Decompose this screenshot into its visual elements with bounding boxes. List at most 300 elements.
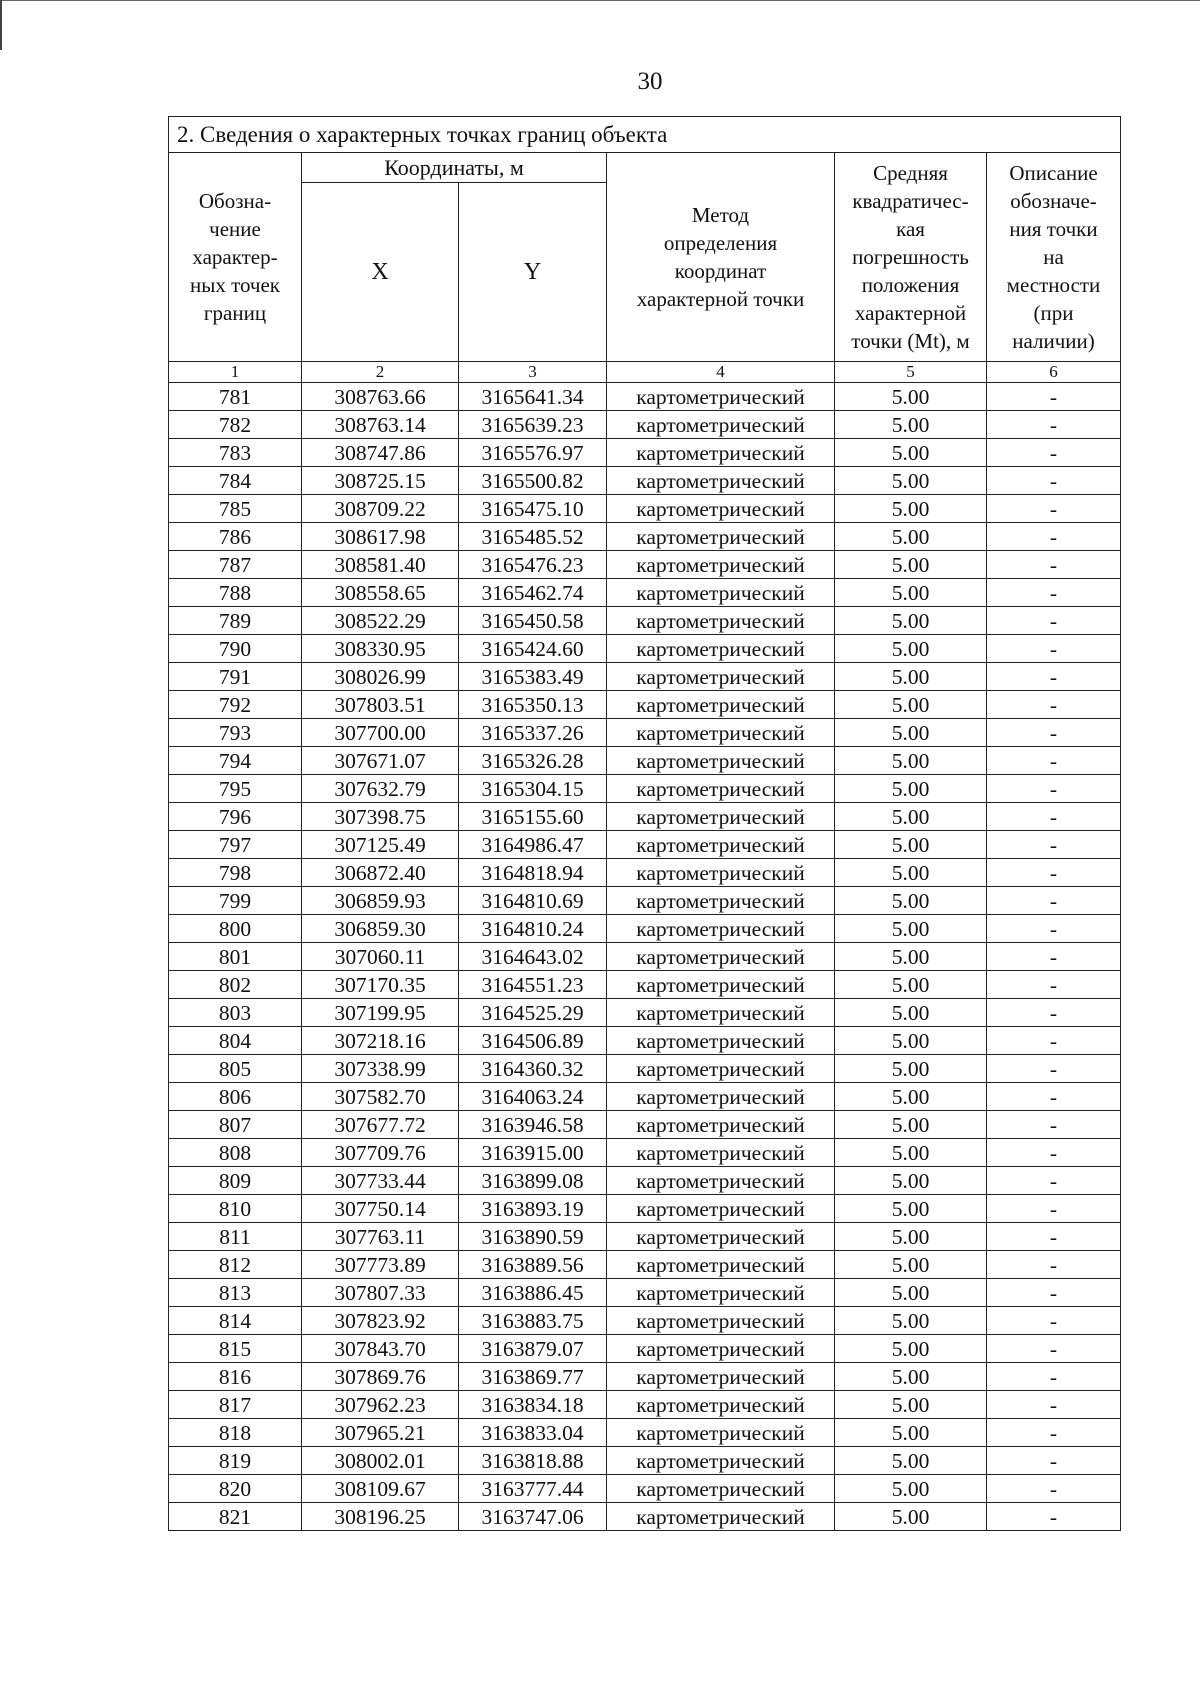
- description-cell: -: [987, 411, 1121, 439]
- x-coordinate-cell: 307803.51: [302, 691, 459, 719]
- table-row: [169, 971, 1121, 999]
- point-number-cell: 786: [169, 523, 302, 551]
- y-coordinate-cell: 3165450.58: [459, 607, 607, 635]
- description-cell: -: [987, 523, 1121, 551]
- x-coordinate-cell: 307338.99: [302, 1055, 459, 1083]
- column-number: 2: [302, 362, 459, 383]
- y-coordinate-cell: 3165641.34: [459, 383, 607, 411]
- description-cell: -: [987, 1391, 1121, 1419]
- table-row: [169, 999, 1121, 1027]
- x-coordinate-cell: 308725.15: [302, 467, 459, 495]
- accuracy-cell: 5.00: [835, 999, 987, 1027]
- point-number-cell: 808: [169, 1139, 302, 1167]
- table-row: [169, 831, 1121, 859]
- point-number-cell: 816: [169, 1363, 302, 1391]
- table-row: [169, 1223, 1121, 1251]
- description-cell: -: [987, 999, 1121, 1027]
- boundary-points-table: [168, 116, 1121, 1531]
- method-cell: картометрический: [607, 1335, 835, 1363]
- x-coordinate-cell: 308026.99: [302, 663, 459, 691]
- y-coordinate-cell: 3163890.59: [459, 1223, 607, 1251]
- accuracy-cell: 5.00: [835, 1251, 987, 1279]
- table-row: [169, 887, 1121, 915]
- accuracy-cell: 5.00: [835, 663, 987, 691]
- table-row: [169, 579, 1121, 607]
- x-coordinate-cell: 307060.11: [302, 943, 459, 971]
- accuracy-cell: 5.00: [835, 1223, 987, 1251]
- table-row: [169, 1447, 1121, 1475]
- table-row: [169, 383, 1121, 411]
- description-cell: -: [987, 859, 1121, 887]
- table-row: [169, 1195, 1121, 1223]
- accuracy-cell: 5.00: [835, 1111, 987, 1139]
- description-cell: -: [987, 1223, 1121, 1251]
- point-number-cell: 794: [169, 747, 302, 775]
- x-coordinate-cell: 308522.29: [302, 607, 459, 635]
- point-number-cell: 804: [169, 1027, 302, 1055]
- description-cell: -: [987, 971, 1121, 999]
- y-coordinate-cell: 3163883.75: [459, 1307, 607, 1335]
- y-coordinate-cell: 3163899.08: [459, 1167, 607, 1195]
- column-number-row: [169, 362, 1121, 383]
- method-cell: картометрический: [607, 523, 835, 551]
- point-number-cell: 789: [169, 607, 302, 635]
- method-cell: картометрический: [607, 915, 835, 943]
- x-coordinate-cell: 307125.49: [302, 831, 459, 859]
- table-row: [169, 1335, 1121, 1363]
- accuracy-cell: 5.00: [835, 551, 987, 579]
- y-coordinate-cell: 3165475.10: [459, 495, 607, 523]
- table-row: [169, 1167, 1121, 1195]
- description-cell: -: [987, 607, 1121, 635]
- x-coordinate-cell: 308330.95: [302, 635, 459, 663]
- description-cell: -: [987, 1363, 1121, 1391]
- point-number-cell: 795: [169, 775, 302, 803]
- point-number-cell: 820: [169, 1475, 302, 1503]
- y-coordinate-cell: 3165485.52: [459, 523, 607, 551]
- table-row: [169, 663, 1121, 691]
- point-number-cell: 787: [169, 551, 302, 579]
- accuracy-cell: 5.00: [835, 1307, 987, 1335]
- point-number-cell: 785: [169, 495, 302, 523]
- point-number-cell: 801: [169, 943, 302, 971]
- x-coordinate-cell: 307807.33: [302, 1279, 459, 1307]
- point-number-cell: 788: [169, 579, 302, 607]
- accuracy-cell: 5.00: [835, 1167, 987, 1195]
- accuracy-cell: 5.00: [835, 635, 987, 663]
- method-cell: картометрический: [607, 1223, 835, 1251]
- table-row: [169, 1251, 1121, 1279]
- x-coordinate-cell: 307199.95: [302, 999, 459, 1027]
- description-cell: -: [987, 551, 1121, 579]
- description-cell: -: [987, 803, 1121, 831]
- table-row: [169, 1083, 1121, 1111]
- column-number: 4: [607, 362, 835, 383]
- x-coordinate-cell: 308709.22: [302, 495, 459, 523]
- description-cell: -: [987, 383, 1121, 411]
- table-row: [169, 1419, 1121, 1447]
- method-cell: картометрический: [607, 859, 835, 887]
- accuracy-cell: 5.00: [835, 691, 987, 719]
- table-row: [169, 635, 1121, 663]
- method-cell: картометрический: [607, 971, 835, 999]
- x-coordinate-cell: 307843.70: [302, 1335, 459, 1363]
- accuracy-cell: 5.00: [835, 1391, 987, 1419]
- y-coordinate-cell: 3165304.15: [459, 775, 607, 803]
- point-number-cell: 799: [169, 887, 302, 915]
- y-coordinate-cell: 3165337.26: [459, 719, 607, 747]
- method-cell: картометрический: [607, 1475, 835, 1503]
- accuracy-cell: 5.00: [835, 383, 987, 411]
- table-row: [169, 719, 1121, 747]
- table-row: [169, 1139, 1121, 1167]
- point-number-cell: 809: [169, 1167, 302, 1195]
- description-cell: -: [987, 719, 1121, 747]
- method-cell: картометрический: [607, 383, 835, 411]
- point-number-cell: 797: [169, 831, 302, 859]
- method-cell: картометрический: [607, 775, 835, 803]
- x-coordinate-cell: 307869.76: [302, 1363, 459, 1391]
- description-cell: -: [987, 831, 1121, 859]
- x-coordinate-cell: 306859.93: [302, 887, 459, 915]
- x-coordinate-cell: 307962.23: [302, 1391, 459, 1419]
- description-cell: -: [987, 1419, 1121, 1447]
- x-coordinate-cell: 307733.44: [302, 1167, 459, 1195]
- y-coordinate-cell: 3165155.60: [459, 803, 607, 831]
- point-number-cell: 784: [169, 467, 302, 495]
- y-coordinate-cell: 3163889.56: [459, 1251, 607, 1279]
- method-cell: картометрический: [607, 747, 835, 775]
- y-coordinate-cell: 3164506.89: [459, 1027, 607, 1055]
- method-cell: картометрический: [607, 1307, 835, 1335]
- y-coordinate-cell: 3163946.58: [459, 1111, 607, 1139]
- header-method: Метод определения координат характерной точки: [607, 153, 835, 362]
- accuracy-cell: 5.00: [835, 971, 987, 999]
- method-cell: картометрический: [607, 803, 835, 831]
- description-cell: -: [987, 747, 1121, 775]
- accuracy-cell: 5.00: [835, 719, 987, 747]
- column-number: 5: [835, 362, 987, 383]
- table-row: [169, 1111, 1121, 1139]
- y-coordinate-cell: 3163886.45: [459, 1279, 607, 1307]
- y-coordinate-cell: 3165576.97: [459, 439, 607, 467]
- accuracy-cell: 5.00: [835, 803, 987, 831]
- y-coordinate-cell: 3163893.19: [459, 1195, 607, 1223]
- method-cell: картометрический: [607, 439, 835, 467]
- y-coordinate-cell: 3164525.29: [459, 999, 607, 1027]
- table-row: [169, 439, 1121, 467]
- method-cell: картометрический: [607, 1195, 835, 1223]
- point-number-cell: 800: [169, 915, 302, 943]
- x-coordinate-cell: 307632.79: [302, 775, 459, 803]
- table-caption-row: [169, 117, 1121, 153]
- table-row: [169, 551, 1121, 579]
- description-cell: -: [987, 495, 1121, 523]
- point-number-cell: 802: [169, 971, 302, 999]
- y-coordinate-cell: 3164551.23: [459, 971, 607, 999]
- description-cell: -: [987, 1447, 1121, 1475]
- accuracy-cell: 5.00: [835, 1447, 987, 1475]
- point-number-cell: 796: [169, 803, 302, 831]
- y-coordinate-cell: 3163777.44: [459, 1475, 607, 1503]
- y-coordinate-cell: 3165383.49: [459, 663, 607, 691]
- point-number-cell: 813: [169, 1279, 302, 1307]
- accuracy-cell: 5.00: [835, 607, 987, 635]
- table-row: [169, 495, 1121, 523]
- method-cell: картометрический: [607, 1447, 835, 1475]
- method-cell: картометрический: [607, 1363, 835, 1391]
- accuracy-cell: 5.00: [835, 1503, 987, 1531]
- x-coordinate-cell: 308763.14: [302, 411, 459, 439]
- accuracy-cell: 5.00: [835, 1335, 987, 1363]
- x-coordinate-cell: 307773.89: [302, 1251, 459, 1279]
- description-cell: -: [987, 1475, 1121, 1503]
- method-cell: картометрический: [607, 719, 835, 747]
- point-number-cell: 792: [169, 691, 302, 719]
- y-coordinate-cell: 3165424.60: [459, 635, 607, 663]
- accuracy-cell: 5.00: [835, 1279, 987, 1307]
- point-number-cell: 791: [169, 663, 302, 691]
- x-coordinate-cell: 307671.07: [302, 747, 459, 775]
- point-number-cell: 812: [169, 1251, 302, 1279]
- accuracy-cell: 5.00: [835, 1055, 987, 1083]
- accuracy-cell: 5.00: [835, 467, 987, 495]
- accuracy-cell: 5.00: [835, 775, 987, 803]
- table-row: [169, 467, 1121, 495]
- column-number: 3: [459, 362, 607, 383]
- description-cell: -: [987, 1027, 1121, 1055]
- method-cell: картометрический: [607, 663, 835, 691]
- method-cell: картометрический: [607, 831, 835, 859]
- header-description: Описание обозначе- ния точки на местности (при наличии): [987, 153, 1121, 362]
- accuracy-cell: 5.00: [835, 1363, 987, 1391]
- table-row: [169, 607, 1121, 635]
- table-row: [169, 1363, 1121, 1391]
- x-coordinate-cell: 306872.40: [302, 859, 459, 887]
- method-cell: картометрический: [607, 467, 835, 495]
- table-row: [169, 859, 1121, 887]
- method-cell: картометрический: [607, 1279, 835, 1307]
- description-cell: -: [987, 943, 1121, 971]
- header-row: [169, 153, 1121, 183]
- description-cell: -: [987, 1083, 1121, 1111]
- x-coordinate-cell: 306859.30: [302, 915, 459, 943]
- accuracy-cell: 5.00: [835, 523, 987, 551]
- table-row: [169, 1279, 1121, 1307]
- x-coordinate-cell: 307170.35: [302, 971, 459, 999]
- method-cell: картометрический: [607, 1111, 835, 1139]
- method-cell: картометрический: [607, 579, 835, 607]
- x-coordinate-cell: 307965.21: [302, 1419, 459, 1447]
- point-number-cell: 811: [169, 1223, 302, 1251]
- description-cell: -: [987, 1307, 1121, 1335]
- accuracy-cell: 5.00: [835, 1139, 987, 1167]
- y-coordinate-cell: 3165476.23: [459, 551, 607, 579]
- accuracy-cell: 5.00: [835, 915, 987, 943]
- x-coordinate-cell: 308617.98: [302, 523, 459, 551]
- description-cell: -: [987, 579, 1121, 607]
- point-number-cell: 805: [169, 1055, 302, 1083]
- method-cell: картометрический: [607, 1391, 835, 1419]
- description-cell: -: [987, 915, 1121, 943]
- table-row: [169, 691, 1121, 719]
- point-number-cell: 815: [169, 1335, 302, 1363]
- accuracy-cell: 5.00: [835, 1027, 987, 1055]
- scan-left-edge: [0, 0, 2, 50]
- table-row: [169, 1027, 1121, 1055]
- x-coordinate-cell: 307750.14: [302, 1195, 459, 1223]
- accuracy-cell: 5.00: [835, 1419, 987, 1447]
- x-coordinate-cell: 307700.00: [302, 719, 459, 747]
- table-row: [169, 1391, 1121, 1419]
- accuracy-cell: 5.00: [835, 579, 987, 607]
- point-number-cell: 782: [169, 411, 302, 439]
- method-cell: картометрический: [607, 691, 835, 719]
- method-cell: картометрический: [607, 1419, 835, 1447]
- y-coordinate-cell: 3163869.77: [459, 1363, 607, 1391]
- description-cell: -: [987, 887, 1121, 915]
- point-number-cell: 806: [169, 1083, 302, 1111]
- x-coordinate-cell: 307677.72: [302, 1111, 459, 1139]
- accuracy-cell: 5.00: [835, 831, 987, 859]
- accuracy-cell: 5.00: [835, 411, 987, 439]
- y-coordinate-cell: 3165462.74: [459, 579, 607, 607]
- y-coordinate-cell: 3164986.47: [459, 831, 607, 859]
- method-cell: картометрический: [607, 1503, 835, 1531]
- description-cell: -: [987, 1503, 1121, 1531]
- header-designation: Обозна- чение характер- ных точек границ: [169, 153, 302, 362]
- table-row: [169, 411, 1121, 439]
- point-number-cell: 803: [169, 999, 302, 1027]
- y-coordinate-cell: 3165500.82: [459, 467, 607, 495]
- table-row: [169, 1475, 1121, 1503]
- accuracy-cell: 5.00: [835, 859, 987, 887]
- description-cell: -: [987, 467, 1121, 495]
- accuracy-cell: 5.00: [835, 495, 987, 523]
- x-coordinate-cell: 307398.75: [302, 803, 459, 831]
- description-cell: -: [987, 1111, 1121, 1139]
- accuracy-cell: 5.00: [835, 887, 987, 915]
- accuracy-cell: 5.00: [835, 1475, 987, 1503]
- page-number: 30: [637, 68, 663, 95]
- column-number: 6: [987, 362, 1121, 383]
- description-cell: -: [987, 1195, 1121, 1223]
- x-coordinate-cell: 308558.65: [302, 579, 459, 607]
- description-cell: -: [987, 635, 1121, 663]
- accuracy-cell: 5.00: [835, 439, 987, 467]
- method-cell: картометрический: [607, 551, 835, 579]
- y-coordinate-cell: 3163915.00: [459, 1139, 607, 1167]
- method-cell: картометрический: [607, 635, 835, 663]
- point-number-cell: 793: [169, 719, 302, 747]
- y-coordinate-cell: 3163879.07: [459, 1335, 607, 1363]
- method-cell: картометрический: [607, 943, 835, 971]
- y-coordinate-cell: 3165639.23: [459, 411, 607, 439]
- accuracy-cell: 5.00: [835, 1083, 987, 1111]
- description-cell: -: [987, 775, 1121, 803]
- point-number-cell: 798: [169, 859, 302, 887]
- y-coordinate-cell: 3163747.06: [459, 1503, 607, 1531]
- point-number-cell: 783: [169, 439, 302, 467]
- y-coordinate-cell: 3164360.32: [459, 1055, 607, 1083]
- x-coordinate-cell: 308002.01: [302, 1447, 459, 1475]
- description-cell: -: [987, 1279, 1121, 1307]
- scan-top-edge: [0, 0, 1200, 1]
- method-cell: картометрический: [607, 1083, 835, 1111]
- y-coordinate-cell: 3164643.02: [459, 943, 607, 971]
- point-number-cell: 781: [169, 383, 302, 411]
- x-coordinate-cell: 308196.25: [302, 1503, 459, 1531]
- x-coordinate-cell: 307763.11: [302, 1223, 459, 1251]
- y-coordinate-cell: 3165350.13: [459, 691, 607, 719]
- method-cell: картометрический: [607, 1027, 835, 1055]
- description-cell: -: [987, 1055, 1121, 1083]
- y-coordinate-cell: 3163818.88: [459, 1447, 607, 1475]
- x-coordinate-cell: 307823.92: [302, 1307, 459, 1335]
- column-number: 1: [169, 362, 302, 383]
- table-row: [169, 775, 1121, 803]
- x-coordinate-cell: 307709.76: [302, 1139, 459, 1167]
- description-cell: -: [987, 663, 1121, 691]
- table-caption: 2. Сведения о характерных точках границ объекта: [169, 117, 1121, 153]
- header-y: Y: [459, 183, 607, 362]
- header-x: X: [302, 183, 459, 362]
- point-number-cell: 807: [169, 1111, 302, 1139]
- method-cell: картометрический: [607, 1139, 835, 1167]
- description-cell: -: [987, 691, 1121, 719]
- x-coordinate-cell: 308763.66: [302, 383, 459, 411]
- x-coordinate-cell: 307582.70: [302, 1083, 459, 1111]
- y-coordinate-cell: 3163834.18: [459, 1391, 607, 1419]
- description-cell: -: [987, 1139, 1121, 1167]
- description-cell: -: [987, 1251, 1121, 1279]
- description-cell: -: [987, 439, 1121, 467]
- description-cell: -: [987, 1335, 1121, 1363]
- method-cell: картометрический: [607, 999, 835, 1027]
- table-row: [169, 1307, 1121, 1335]
- accuracy-cell: 5.00: [835, 747, 987, 775]
- table-row: [169, 523, 1121, 551]
- y-coordinate-cell: 3164810.24: [459, 915, 607, 943]
- method-cell: картометрический: [607, 495, 835, 523]
- y-coordinate-cell: 3164818.94: [459, 859, 607, 887]
- description-cell: -: [987, 1167, 1121, 1195]
- point-number-cell: 818: [169, 1419, 302, 1447]
- y-coordinate-cell: 3164063.24: [459, 1083, 607, 1111]
- y-coordinate-cell: 3163833.04: [459, 1419, 607, 1447]
- table-row: [169, 803, 1121, 831]
- method-cell: картометрический: [607, 1167, 835, 1195]
- header-coordinates: Координаты, м: [302, 153, 607, 183]
- method-cell: картометрический: [607, 1251, 835, 1279]
- point-number-cell: 814: [169, 1307, 302, 1335]
- accuracy-cell: 5.00: [835, 943, 987, 971]
- y-coordinate-cell: 3165326.28: [459, 747, 607, 775]
- point-number-cell: 817: [169, 1391, 302, 1419]
- method-cell: картометрический: [607, 411, 835, 439]
- table-row: [169, 1503, 1121, 1531]
- x-coordinate-cell: 308581.40: [302, 551, 459, 579]
- point-number-cell: 819: [169, 1447, 302, 1475]
- method-cell: картометрический: [607, 887, 835, 915]
- table-row: [169, 915, 1121, 943]
- table-row: [169, 943, 1121, 971]
- x-coordinate-cell: 308747.86: [302, 439, 459, 467]
- point-number-cell: 790: [169, 635, 302, 663]
- x-coordinate-cell: 307218.16: [302, 1027, 459, 1055]
- method-cell: картометрический: [607, 607, 835, 635]
- point-number-cell: 821: [169, 1503, 302, 1531]
